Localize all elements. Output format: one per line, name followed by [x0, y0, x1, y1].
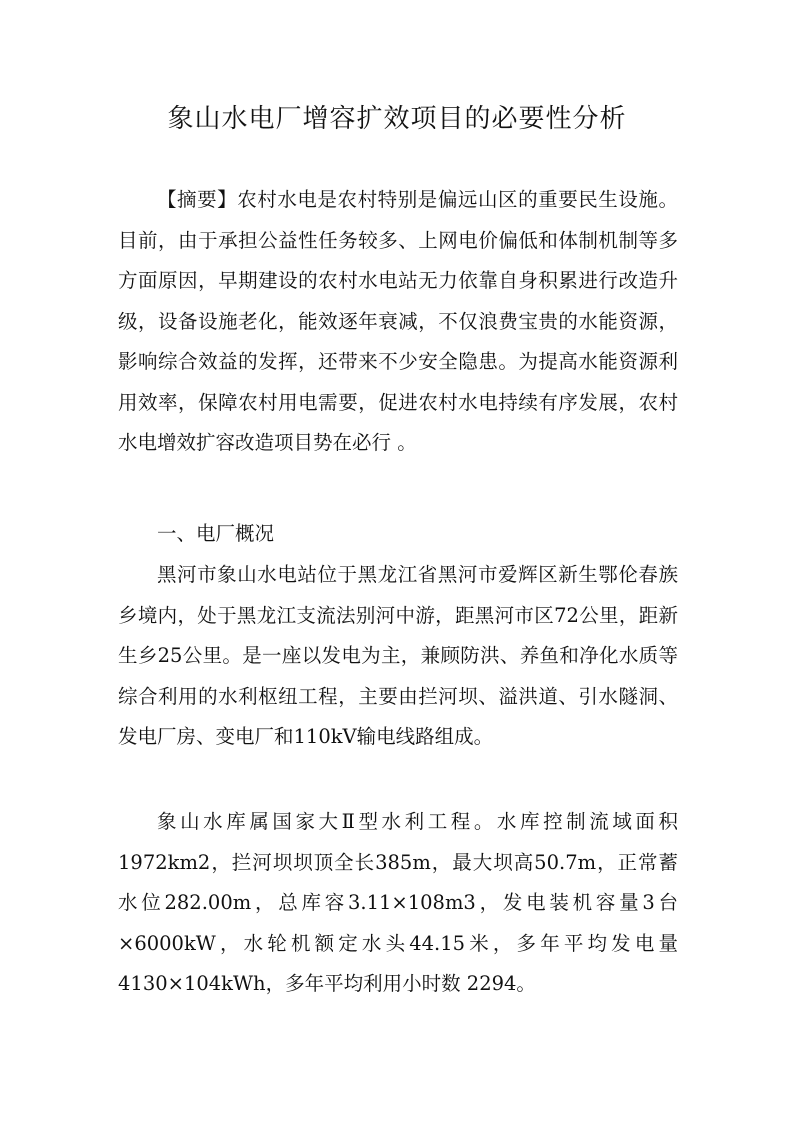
document-title: 象山水电厂增容扩效项目的必要性分析: [167, 104, 627, 134]
section-heading: 一、电厂概况: [157, 522, 275, 545]
abstract-paragraph: 【摘要】农村水电是农村特别是偏远山区的重要民生设施。目前，由于承担公益性任务较多、上网电价偏低和体制机制等多方面原因，早期建设的农村水电站无力依靠自身积累进行改造升级，设备设施老化，能效逐年衰减，不仅浪费宝贵的水能资源，影响综合效益的发挥，还带来不少安全隐患。为提高水能资源利用效率，保障农村用电需要，促进农村水电持续有序发展，农村水电增效扩容改造项目势在必行 。: [118, 188, 678, 454]
body-paragraph-1: 黑河市象山水电站位于黑龙江省黑河市爱辉区新生鄂伦春族乡境内，处于黑龙江支流法别河中游，距黑河市区72公里，距新生乡25公里。是一座以发电为主，兼顾防洪、养鱼和净化水质等综合利用的水利枢纽工程，主要由拦河坝、溢洪道、引水隧洞、发电厂房、变电厂和110kV输电线路组成。: [118, 563, 678, 748]
body-paragraph-2: 象山水库属国家大Ⅱ型水利工程。水库控制流域面积1972km2，拦河坝坝顶全长385m，最大坝高50.7m，正常蓄水位282.00m，总库容3.11×108m3，发电装机容量3台×6000kW，水轮机额定水头44.15米，多年平均发电量4130×104kWh，多年平均利用小时数 2294。: [118, 810, 678, 995]
